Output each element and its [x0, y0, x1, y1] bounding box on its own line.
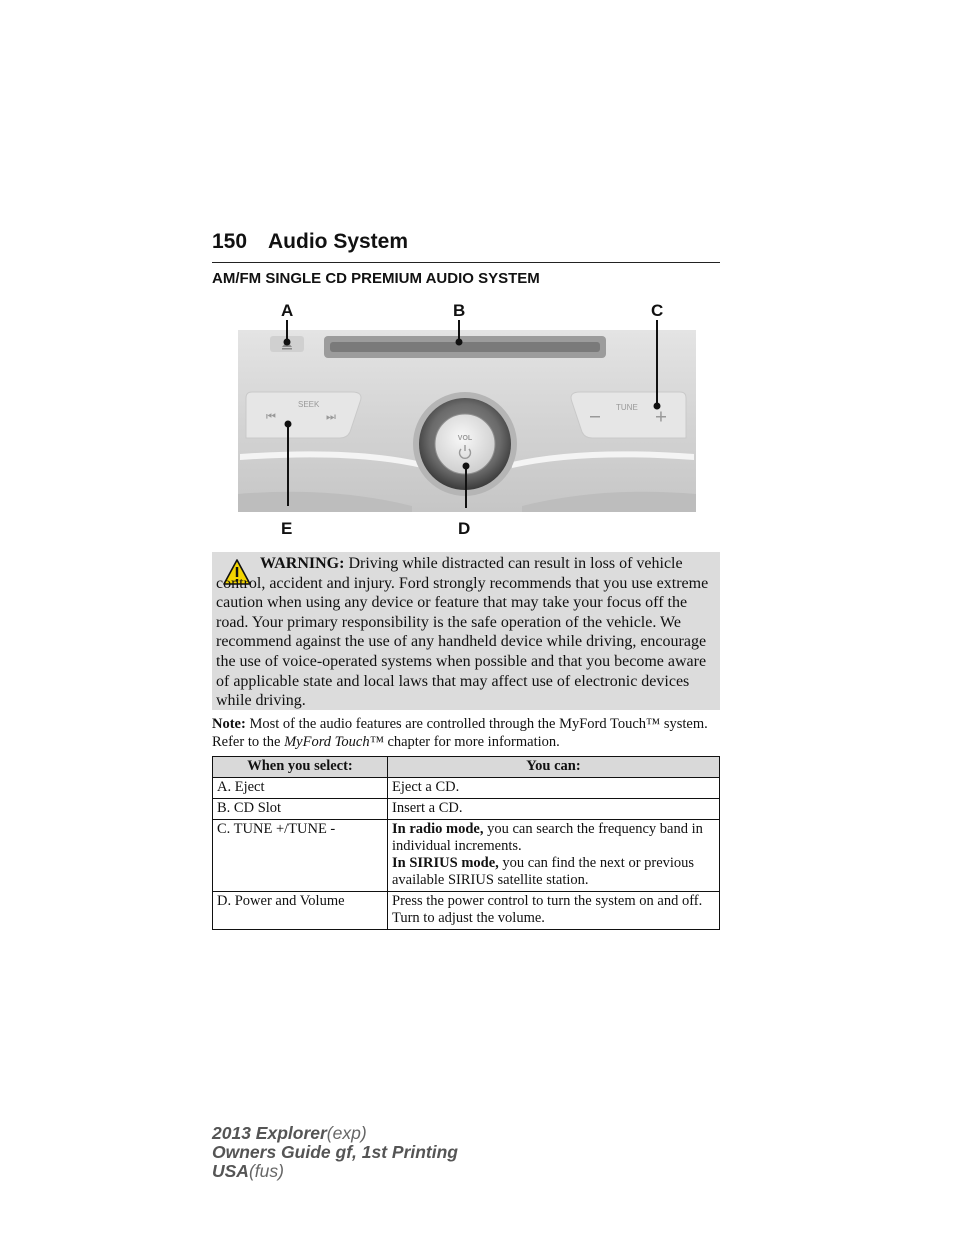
table-cell: Eject a CD.: [388, 778, 720, 799]
radio-mode-label: In radio mode,: [392, 821, 484, 837]
controls-table: [212, 756, 720, 930]
callout-a: A: [281, 301, 294, 320]
table-row: [213, 778, 720, 799]
note-link-chapter: MyFord Touch™: [284, 733, 384, 750]
svg-text:⏮: ⏮: [266, 410, 276, 423]
minus-icon: [590, 416, 600, 418]
callout-b: B: [453, 301, 466, 320]
previous-track-icon: [266, 410, 276, 423]
callout-d: D: [458, 519, 471, 538]
table-header-row: [213, 757, 720, 778]
table-cell: B. CD Slot: [213, 799, 388, 820]
sirius-mode-label: In SIRIUS mode,: [392, 855, 499, 871]
warning-label: WARNING:: [260, 555, 345, 572]
sirius-mode-body: you can find the next or previous available SIRIUS satellite station.: [392, 855, 695, 888]
audio-panel-figure: [232, 296, 700, 542]
document-footer: [212, 1124, 458, 1181]
note-text-end: chapter for more information.: [387, 733, 560, 750]
note-text: Most of the audio features are controlled through the MyFord Touch™ system. Refer to the: [212, 716, 708, 750]
radio-mode-body: you can search the frequency band in individual increments.: [392, 821, 703, 854]
table-cell: C. TUNE +/TUNE -: [213, 820, 388, 892]
warning-box: [212, 552, 720, 710]
vol-label: VOL: [457, 435, 473, 442]
page-header: [212, 230, 720, 263]
chapter-title: Audio System: [268, 230, 409, 253]
tune-label: TUNE: [616, 403, 638, 412]
svg-text:⏭: ⏭: [326, 410, 336, 423]
power-volume-line1: Press the power control to turn the system on and off.: [392, 893, 703, 909]
table-row: [213, 892, 720, 930]
section-title: AM/FM SINGLE CD PREMIUM AUDIO SYSTEM: [212, 270, 540, 287]
footer-market: USA: [212, 1161, 249, 1181]
column-header: When you select:: [213, 757, 388, 778]
table-cell: Insert a CD.: [388, 799, 720, 820]
table-cell: A. Eject: [213, 778, 388, 799]
note-paragraph: [212, 716, 727, 751]
warning-text: [216, 554, 716, 711]
page-number: 150: [212, 230, 248, 253]
table-cell: [388, 892, 720, 930]
table-row: [213, 820, 720, 892]
power-volume-line2: Turn to adjust the volume.: [392, 910, 545, 926]
sirius-mode-text: [392, 855, 715, 889]
seek-label: SEEK: [298, 400, 320, 409]
table-cell: D. Power and Volume: [213, 892, 388, 930]
radio-mode-text: [392, 821, 715, 855]
callout-e: E: [281, 519, 293, 538]
footer-market-code: (fus): [248, 1161, 284, 1181]
table-cell: [388, 820, 720, 892]
footer-model-code: (exp): [326, 1123, 367, 1143]
note-label: Note:: [212, 716, 246, 732]
warning-body: Driving while distracted can result in loss of vehicle control, accident and injury. Ford strongly recommends that you use extreme caution when using any device or feature that may take your focus off the road. Your primary responsibility is the safe operation of the vehicle. We recommend against the use of any handheld device while driving, encourage the use of voice-operated systems when possible and that you become aware of applicable state and local laws that may affect use of electronic devices while driving.: [216, 555, 709, 710]
footer-model: 2013 Explorer: [212, 1123, 327, 1143]
table-row: [213, 799, 720, 820]
column-header: You can:: [388, 757, 720, 778]
footer-guide: Owners Guide gf, 1st Printing: [212, 1142, 458, 1162]
next-track-icon: [326, 410, 336, 423]
callout-c: C: [651, 301, 664, 320]
